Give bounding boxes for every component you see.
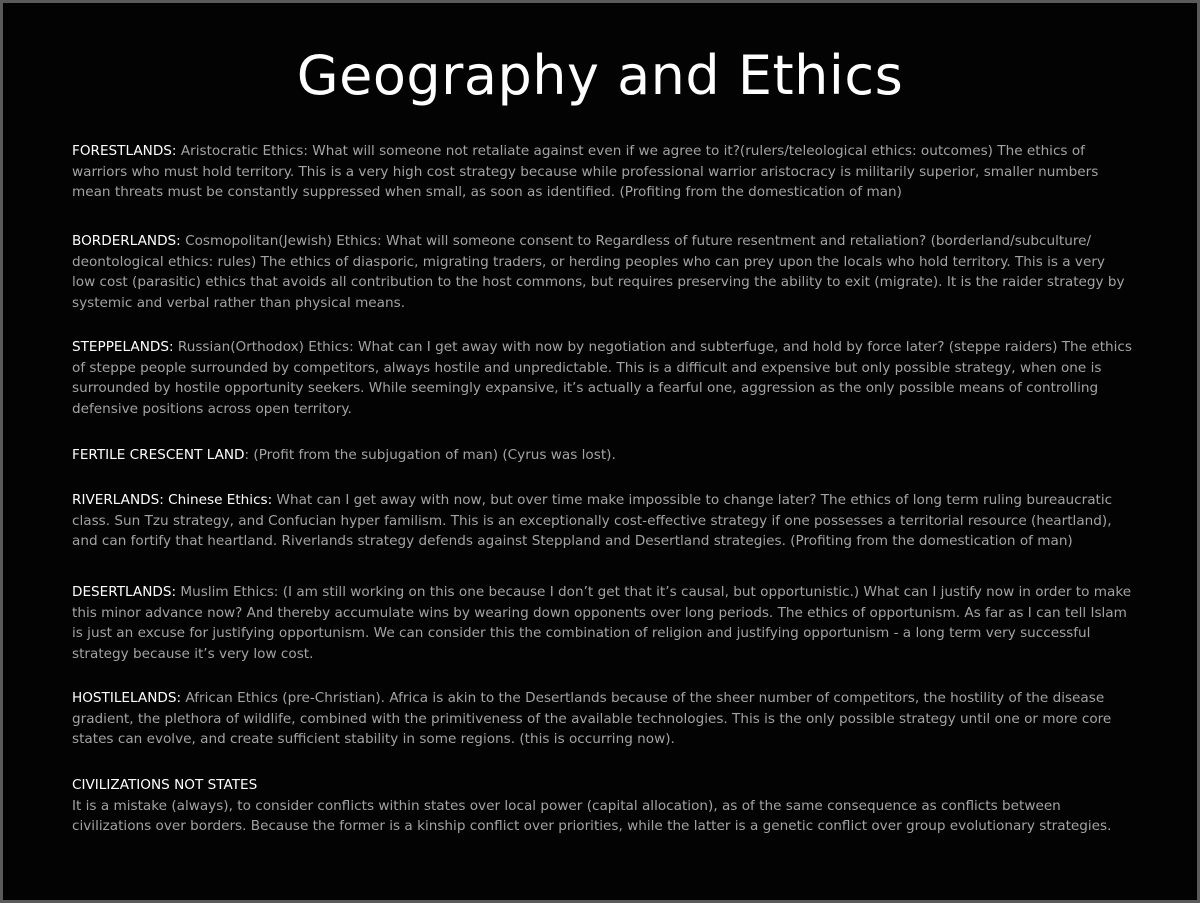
section-heading: DESERTLANDS: [72, 584, 177, 600]
section-text: Muslim Ethics: (I am still working on this one because I don’t get that it’s causal, but opportunistic.) What can I justify now in order to make this minor advance now? And thereby accumulate wins by wearing down opponents over long periods. The ethics of opportunism. As far as I can tell Islam is just an excuse for justifying opportunism. We can consider this the combination of religion and justifying opportunism - a long term very successful strategy because it’s very low cost. [72, 584, 1132, 662]
slide-title: Geography and Ethics [296, 44, 904, 107]
section-heading: FERTILE CRESCENT LAND [72, 447, 245, 463]
section-forestlands [72, 141, 1132, 203]
section-civilizations [72, 775, 1132, 837]
section-text: Aristocratic Ethics: What will someone not retaliate against even if we agree to it?(rulers/teleological ethics: outcomes) The ethics of warriors who must hold territory. This is a very high cost strategy because while professional warrior aristocracy is militarily superior, smaller numbers mean threats must be constantly suppressed when small, as soon as identified. (Profiting from the domestication of man) [72, 143, 1099, 200]
section-text: What can I get away with now, but over time make impossible to change later? The ethics of long term ruling bureaucratic class. Sun Tzu strategy, and Confucian hyper familism. This is an exceptionally cost-effective strategy if one possesses a territorial resource (heartland), and can fortify that heartland. Riverlands strategy defends against Steppland and Desertland strategies. (Profiting from the domestication of man) [72, 492, 1113, 549]
section-text: : (Profit from the subjugation of man) (Cyrus was lost). [244, 447, 616, 463]
section-hostilelands [72, 688, 1132, 750]
section-heading: STEPPELANDS: [72, 339, 174, 355]
section-heading: CIVILIZATIONS NOT STATES [72, 777, 258, 793]
section-heading: FORESTLANDS: [72, 143, 177, 159]
section-riverlands [72, 490, 1132, 552]
section-heading: BORDERLANDS: [72, 233, 181, 249]
section-steppelands [72, 337, 1132, 419]
section-text: African Ethics (pre-Christian). Africa is akin to the Desertlands because of the sheer number of competitors, the hostility of the disease gradient, the plethora of wildlife, combined with the primitiveness of the available technologies. This is the only possible strategy until one or more core states can evolve, and create sufficient stability in some regions. (this is occurring now). [72, 690, 1112, 747]
section-heading: HOSTILELANDS: [72, 690, 182, 706]
section-text: It is a mistake (always), to consider conflicts within states over local power (capital allocation), as of the same consequence as conflicts between civilizations over borders. Because the former is a kinship conflict over priorities, while the latter is a genetic conflict over group evolutionary strategies. [72, 797, 1112, 834]
section-borderlands [72, 231, 1132, 313]
section-fertile-crescent [72, 445, 616, 466]
section-text: Cosmopolitan(Jewish) Ethics: What will someone consent to Regardless of future resentment and retaliation? (borderland/subculture/ deontological ethics: rules) The ethics of diasporic, migrating traders, or herding peoples who can prey upon the locals who hold territory. This is a very low cost (parasitic) ethics that avoids all contribution to the host commons, but requires preserving the ability to exit (migrate). It is the raider strategy by systemic and verbal rather than physical means. [72, 233, 1125, 311]
section-text: Russian(Orthodox) Ethics: What can I get away with now by negotiation and subterfuge, and hold by force later? (steppe raiders) The ethics of steppe people surrounded by competitors, always hostile and unpredictable. This is a difficult and expensive but only possible strategy, when one is surrounded by hostile opportunity seekers. While seemingly expansive, it’s actually a fearful one, aggression as the only possible means of controlling defensive positions across open territory. [72, 339, 1132, 417]
section-desertlands [72, 582, 1132, 664]
section-heading: RIVERLANDS: Chinese Ethics: [72, 492, 273, 508]
